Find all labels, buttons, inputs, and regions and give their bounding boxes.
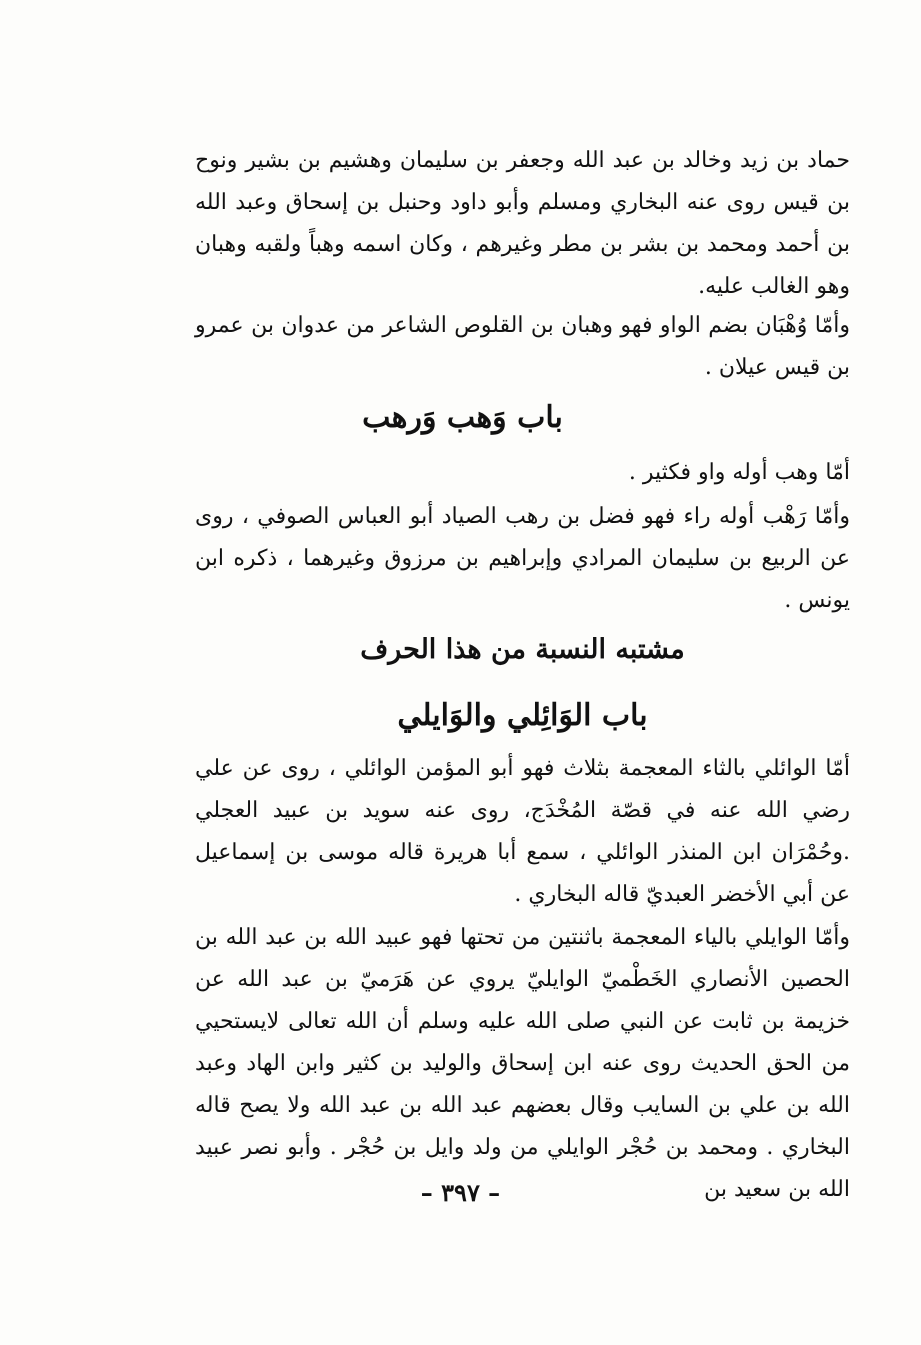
heading-bab-wahb-rahb: باب وَهب وَرهب: [362, 400, 563, 435]
paragraph-hammad: حماد بن زيد وخالد بن عبد الله وجعفر بن سليمان وهشيم بن بشير ونوح بن قيس روى عنه البخاري ومسلم وأبو داود وحنبل بن إسحاق وعبد الله بن أحمد ومحمد بن بشر بن مطر وغيرهم ، وكان اسمه وهباً ولقبه وهبان وهو الغالب عليه.: [195, 148, 850, 299]
paragraph-wahb: أمّا وهب أوله واو فكثير .: [628, 460, 850, 485]
heading-bab-waili: باب الوَائِلي والوَايلي: [397, 698, 648, 733]
heading-mushtabih-nisba: مشتبه النسبة من هذا الحرف: [360, 634, 685, 665]
page-number: – ٣٩٧ –: [420, 1178, 501, 1207]
paragraph-rahb: وأمّا رَهْب أوله راء فهو فضل بن رهب الصياد أبو العباس الصوفي ، روى عن الربيع بن سليمان المرادي وإبراهيم بن مرزوق وغيرهما ، ذكره ابن يونس .: [195, 504, 850, 613]
paragraph-waili-ya: وأمّا الوايلي بالياء المعجمة باثنتين من تحتها فهو عبيد الله بن عبد الله بن الحصين الأنصاري الخَطْميّ الوايليّ يروي عن هَرَميّ بن عبد الله عن خزيمة بن ثابت عن النبي صلى الله عليه وسلم أن الله تعالى لايستحيي من الحق الحديث روى عنه ابن إسحاق والوليد بن كثير وابن الهاد وعبد الله بن علي بن السايب وقال بعضهم عبد الله بن عبد الله ولا يصح قاله البخاري . ومحمد بن حُجْر الوايلي من ولد وايل بن حُجْر . وأبو نصر عبيد الله بن سعيد بن: [195, 925, 850, 1202]
paragraph-waili-tha: أمّا الوائلي بالثاء المعجمة بثلاث فهو أبو المؤمن الوائلي ، روى عن علي رضي الله عنه في قصّة المُخْدَج، روى عنه سويد بن عبيد العجلي .وحُمْرَان ابن المنذر الوائلي ، سمع أبا هريرة قاله موسى بن إسماعيل عن أبي الأخضر العبديّ قاله البخاري .: [195, 756, 850, 907]
paragraph-wuhban: وأمّا وُهْبَان بضم الواو فهو وهبان بن القلوص الشاعر من عدوان بن عمرو بن قيس عيلان .: [195, 313, 850, 380]
